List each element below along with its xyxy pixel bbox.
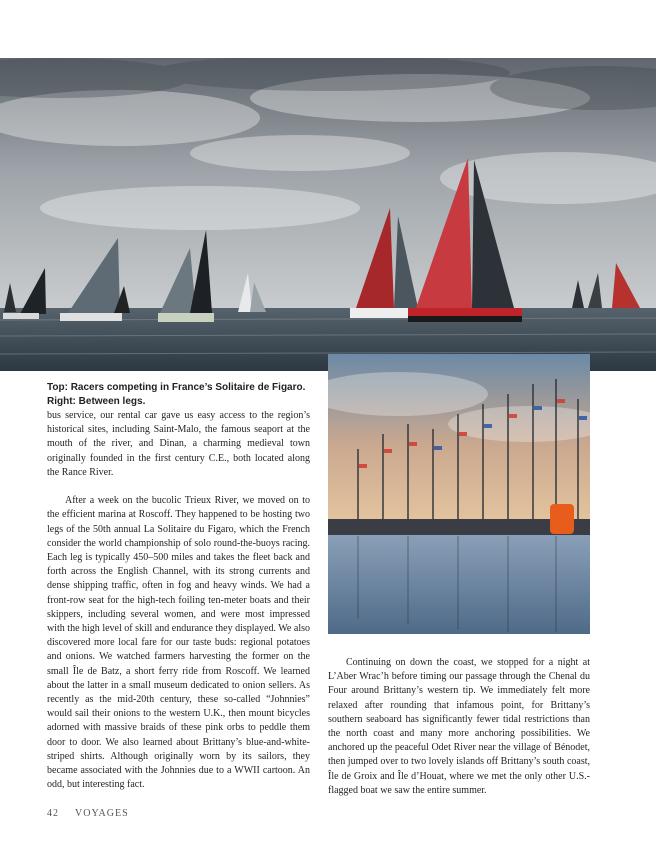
caption-top: Top: Racers competing in France’s Solitaire de Figaro.	[47, 382, 306, 393]
paragraph: Continuing on down the coast, we stopped for a night at L’Aber Wrac’h before timing our passage through the Chenal du Four around Brittany’s western tip. We immediately felt more relaxed after rounding that infamous point, for Brittany’s southern seaboard has significantly fewer tidal restrictions than the north coast and many more anchoring possibilities. We anchored up the peaceful Odet River near the village of Bénodet, then jumped over to two lovely islands off Brittany’s south coast, Île de Groix and Île d’Houat, where we met the only other U.S.-flagged boat we saw the entire summer.	[328, 657, 590, 796]
marina-photo-art	[328, 354, 590, 634]
photo-caption	[47, 381, 317, 409]
magazine-name: VOYAGES	[75, 808, 129, 819]
marina-photo	[328, 354, 590, 634]
regatta-photo	[0, 58, 656, 371]
page-number: 42	[47, 808, 59, 819]
paragraph: bus service, our rental car gave us easy access to the region’s historical sites, including Saint-Malo, the famous seaport at the mouth of the river, and Dinan, a charming medieval town originally founded in the first century C.E., both located along the Rance River.	[47, 410, 310, 478]
article-column-left	[47, 409, 310, 792]
caption-right: Right: Between legs.	[47, 396, 146, 407]
article-column-right	[328, 656, 590, 798]
paragraph: After a week on the bucolic Trieux River, we moved on to the efficient marina at Roscoff. They happened to be hosting two legs of the 50th annual La Solitaire du Figaro, which the French consider the world championship of solo round-the-buoys racing. Each leg is typically 450–500 miles and takes the fleet back and forth across the English Channel, with its strong currents and dense shipping traffic, often in fog and heavy winds. We had a front-row seat for the high-tech foiling ten-meter boats and their skippers, including several women, and were most impressed with the high level of skill and endurance they displayed. We also discovered more local fare for our taste buds: regional potatoes and onions. We watched farmers harvesting the former on the small Île de Batz, a short ferry ride from Roscoff. We learned about the latter in a small museum dedicated to onion sellers. As recently as the mid-20th century, these so-called “Johnnies” would sail their onions to the western U.K., then mount bicycles adorned with massive braids of these pink orbs to peddle them door to door. We also learned about Brittany’s blue-and-white-striped shirts. Although originally worn by its sailors, they became associated with the Johnnies due to a WWII cartoon. An odd, but interesting fact.	[47, 495, 310, 791]
page-footer	[47, 808, 145, 819]
regatta-photo-art	[0, 58, 656, 371]
